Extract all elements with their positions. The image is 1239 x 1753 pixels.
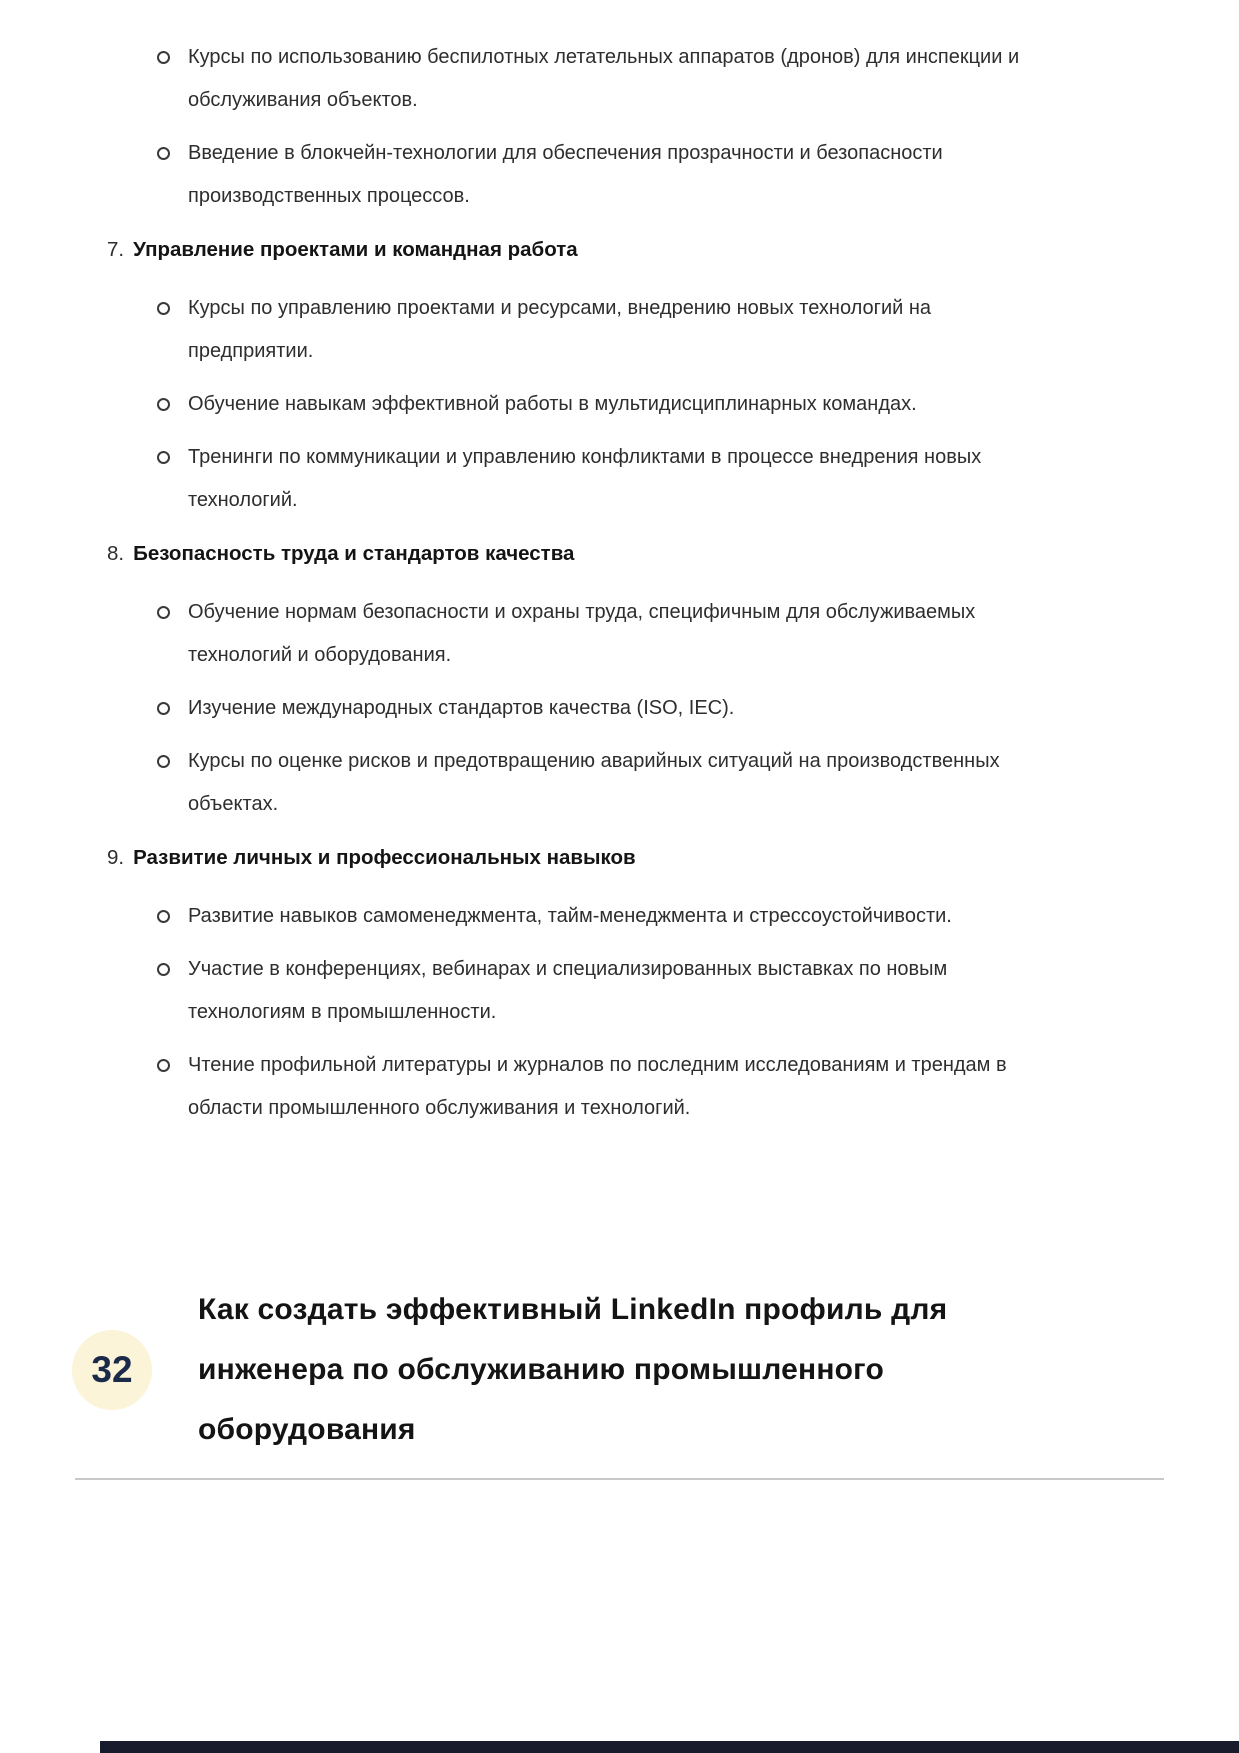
circle-bullet-icon <box>157 51 170 64</box>
circle-bullet-icon <box>157 606 170 619</box>
list-item <box>107 687 1034 730</box>
section-number: 9. <box>107 846 125 869</box>
list-item <box>107 740 1034 826</box>
intro-bullet-list <box>107 36 1034 218</box>
section-title: Развитие личных и профессиональных навыков <box>133 846 636 869</box>
section-bullet-list <box>107 591 1034 826</box>
list-item-text: Введение в блокчейн-технологии для обеспечения прозрачности и безопасности производственных процессов. <box>188 142 943 207</box>
circle-bullet-icon <box>157 1059 170 1072</box>
list-item <box>107 948 1034 1034</box>
section-8 <box>107 532 1034 826</box>
list-item-text: Курсы по использованию беспилотных летательных аппаратов (дронов) для инспекции и обслуживания объектов. <box>188 46 1020 111</box>
list-item <box>107 895 1034 938</box>
chapter-title: Как создать эффективный LinkedIn профиль для инженера по обслуживанию промышленного оборудования <box>198 1293 948 1446</box>
section-title: Безопасность труда и стандартов качества <box>133 542 575 565</box>
list-item <box>107 132 1034 218</box>
section-number: 7. <box>107 238 125 261</box>
list-item-text: Обучение навыкам эффективной работы в мультидисциплинарных командах. <box>188 393 917 415</box>
list-item-text: Курсы по управлению проектами и ресурсами, внедрению новых технологий на предприятии. <box>188 297 932 362</box>
section-title: Управление проектами и командная работа <box>133 238 578 261</box>
list-item <box>107 436 1034 522</box>
circle-bullet-icon <box>157 963 170 976</box>
footer-bar <box>100 1741 1239 1753</box>
divider <box>75 1478 1164 1480</box>
list-item-text: Тренинги по коммуникации и управлению конфликтами в процессе внедрения новых технологий. <box>188 446 982 511</box>
list-item <box>107 383 1034 426</box>
circle-bullet-icon <box>157 451 170 464</box>
circle-bullet-icon <box>157 910 170 923</box>
circle-bullet-icon <box>157 147 170 160</box>
page-number-badge: 32 <box>72 1330 152 1410</box>
circle-bullet-icon <box>157 755 170 768</box>
list-item <box>107 1044 1034 1130</box>
chapter-header <box>72 1280 1034 1460</box>
circle-bullet-icon <box>157 398 170 411</box>
list-item-text: Участие в конференциях, вебинарах и специализированных выставках по новым технологиям в промышленности. <box>188 958 948 1023</box>
list-item <box>107 36 1034 122</box>
list-item-text: Чтение профильной литературы и журналов по последним исследованиям и трендам в области промышленного обслуживания и технологий. <box>188 1054 1007 1119</box>
section-7 <box>107 228 1034 522</box>
section-number: 8. <box>107 542 125 565</box>
section-bullet-list <box>107 895 1034 1130</box>
circle-bullet-icon <box>157 702 170 715</box>
circle-bullet-icon <box>157 302 170 315</box>
list-item-text: Обучение нормам безопасности и охраны труда, специфичным для обслуживаемых технологий и оборудования. <box>188 601 976 666</box>
list-item-text: Курсы по оценке рисков и предотвращению аварийных ситуаций на производственных объектах. <box>188 750 1000 815</box>
list-item <box>107 591 1034 677</box>
section-heading <box>107 836 1034 879</box>
section-bullet-list <box>107 287 1034 522</box>
section-heading <box>107 532 1034 575</box>
section-heading <box>107 228 1034 271</box>
list-item-text: Развитие навыков самоменеджмента, тайм-менеджмента и стрессоустойчивости. <box>188 905 952 927</box>
section-9 <box>107 836 1034 1130</box>
list-item-text: Изучение международных стандартов качества (ISO, IEC). <box>188 697 735 719</box>
list-item <box>107 287 1034 373</box>
